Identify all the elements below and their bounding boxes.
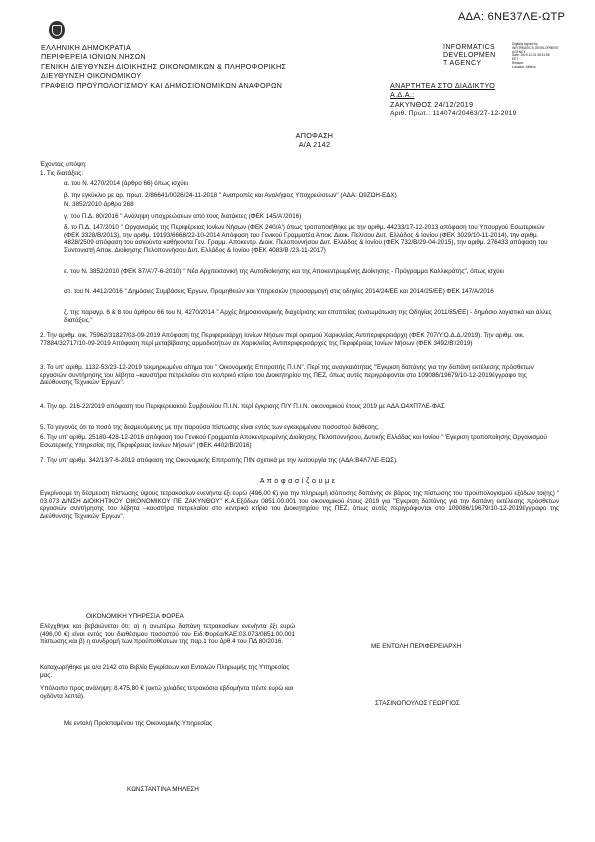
publish-title: ΑΝΑΡΤΗΤΕΑ ΣΤΟ ΔΙΑΔΙΚΤΥΟ bbox=[390, 81, 496, 90]
decision-title: ΑΠΟΦΑΣΗ bbox=[295, 131, 334, 140]
informatics-agency-logo: INFORMATICS DEVELOPMEN T AGENCY bbox=[443, 44, 496, 67]
having-regard: Έχοντας υπόψη: bbox=[40, 161, 87, 168]
finance-registered: Καταχωρήθηκε με α/α 2142 στο Βιβλίο Εγκρίσεων και Εντολών Πληρωμής της Υπηρεσίας μας. bbox=[40, 664, 290, 679]
clause-d: δ. το Π.Δ. 147/2010 " Οργανισμός της Περιφέρειας Ιονίων Νήσων (ΦΕΚ 240/Α') όπως τροποποιήθηκε με την αριθμ. 44233/17-12-2013 απόφαση του Υπουργού Εσωτερικών (ΦΕΚ 3328/Β/2013), την αριθμ. 19193/6668/22-10-2014 Απόφαση του Γενικού Γραμματέα Αποκ. Διοικ. Πελ/σου Δυτ. Ελλάδος & Ιονίου (ΦΕΚ 3029/10-11-2014), την αριθμ. 4828/2509 απόφαση του ασκούντα καθήκοντα Γεν. Γραμμ. Αποκεντρ. Διοικ. Πελοποννήσου Δυτ. Ελλάδος & Ιονίου (ΦΕΚ 732/Β/29-04-2015), την αριθμ. 276433 απόφαση του Συντονιστή Αποκ. Διοίκησης Πελοποννήσου Δυτ. Ελλάδος & Ιονίου (ΦΕΚ 4083/Β /23-11-2017) bbox=[64, 224, 548, 254]
clause-e: ε. του Ν. 3852/2010 (ΦΕΚ 87/Α'/7-6-2010) " Νέα Αρχιτεκτονική της Αυτοδιοίκησης και της Αποκεντρωμένης Διοίκησης - Πρόγραμμα Καλλικράτης", όπως ισχύει bbox=[64, 268, 504, 275]
finance-check: Ελέγχθηκε και βεβαιώνεται ότι: α) η ανωτέρω δαπάνη τετρακοσίων ενενήντα έξι ευρώ (496,00 €) είναι εντός του διαθέσιμου ποσοστού του Ειδ.Φορέα/ΚΑΕ:03.073/0851.00.001 πίστωσης και β) η συνδρομή των προϋποθέσεων της παρ.1 του άρθ.4 του ΠΔ 80/2016. bbox=[40, 623, 295, 646]
right-sign-title: ΜΕ ΕΝΤΟΛΗ ΠΕΡΙΦΕΡΕΙΑΡΧΗ bbox=[371, 643, 462, 650]
header-line: ΓΕΝΙΚΗ ΔΙΕΥΘΥΝΣΗ ΔΙΟΙΚΗΣΗΣ ΟΙΚΟΝΟΜΙΚΩΝ & ΠΛΗΡΟΦΟΡΙΚΗΣ bbox=[41, 61, 287, 71]
clause-b: β. την εγκύκλιο με αρ. πρωτ. 2/86641/0026/24-11-2018 " Ανατροπές και Αναλήψεις Υποχρεώσεων" (ΑΔΑ: Ω9ΖΩΗ-ΕΔΧ) bbox=[64, 192, 397, 199]
header-line: ΔΙΕΥΘΥΝΣΗ ΟΙΚΟΝΟΜΙΚΟΥ bbox=[41, 71, 142, 81]
paragraph-7: 7. Την υπ' αριθμ. 342/13/7-6-2012 απόφαση της Οικονομικής Επιτροπής ΠΙΝ σχετικά με την λειτουργία της (ΑΔΑ:Β4Λ7ΛΕ-ΕΩΣ). bbox=[40, 457, 398, 464]
paragraph-4: 4. Την αρ. 216-22/2019 απόφαση του Περιφερειακού Συμβουλίου Π.Ι.Ν. περί έγκρισης Π/Υ Π.Ι.Ν. οικονομικού έτους 2019 με ΑΔΑ:Ω4ΧΠ7ΛΕ-ΦΑΣ bbox=[40, 403, 445, 410]
clause-b-law: Ν. 3852/2010 άρθρο 268 bbox=[64, 201, 134, 208]
paragraph-5: 5. Το γεγονός ότι το ποσό της δεσμευόμενης με την παρούσα πίστωσης είναι εντός των εγκεκριμένου ποσοστού διάθεσης. bbox=[40, 424, 380, 431]
clause-z: ζ. της παραγρ. 6 & 8 του άρθρου 66 του Ν. 4270/2014 " Αρχές δημοσιονομικής διαχείρισης και εποπτείας (ενσωμάτωση της Οδηγίας 2011/85/ΕΕ) - δημόσιο λογιστικό και άλλες διατάξεις." bbox=[64, 309, 552, 324]
clause-st: στ. του Ν. 4412/2016 " Δημόσιες Συμβάσεις Έργων, Προμηθειών και Υπηρεσιών (προσαρμογή στις οδηγίες 2014/24/ΕΕ και 2014/25/ΕΕ) ΦΕΚ 147/Α/2016 bbox=[64, 288, 494, 295]
paragraph-6: 6. Την υπ' αριθμ. 25180-428-12-2016 απόφαση του Γενικού Γραμματέα Αποκεντρωμένης Διοίκησης Πελοποννήσου, Δυτικής Ελλάδας και Ιονίου " Έγκριση τροποποίησης Οργανισμού Εσωτερικής Υπηρεσίας της Περιφέρειας Ιονίων Νήσων" (ΦΕΚ 4402/Β/2016) bbox=[40, 434, 547, 449]
protocol-number: Αριθ. Πρωτ.: 114074/20463/27-12-2019 bbox=[390, 110, 517, 118]
greek-state-seal-icon bbox=[49, 21, 65, 39]
header-line: ΕΛΛΗΝΙΚΗ ΔΗΜΟΚΡΑΤΙΑ bbox=[41, 43, 132, 52]
publish-block bbox=[390, 81, 517, 119]
authority-header bbox=[41, 43, 286, 90]
header-line: ΠΕΡΙΦΕΡΕΙΑ ΙΟΝΙΩΝ ΝΗΣΩΝ bbox=[41, 52, 146, 62]
clause-a: α. του Ν. 4270/2014 (άρθρο 66) όπως ισχύει bbox=[64, 180, 188, 187]
decision-heading bbox=[0, 131, 595, 150]
place-date: ΖΑΚΥΝΘΟΣ 24/12/2019 bbox=[390, 99, 474, 109]
clause-c: γ. του Π.Δ. 80/2016 " Ανάληψη υποχρεώσεων από τους διατάκτες (ΦΕΚ 145/Α'/2016) bbox=[64, 213, 302, 220]
header-line: ΓΡΑΦΕΙΟ ΠΡΟΫΠΟΛΟΓΙΣΜΟΥ ΚΑΙ ΔΗΜΟΣΙΟΝΟΜΙΚΩΝ ΑΝΑΦΟΡΩΝ bbox=[41, 80, 283, 90]
finance-balance: Υπόλοιπο προς ανάληψη: 8.475,80 € (οκτώ χιλιάδες τετρακόσια εβδομήντα πέντε ευρώ και ογδόντα λεπτά). bbox=[40, 685, 294, 700]
finance-signer: ΚΩΝΣΤΑΝΤΙΝΑ ΜΗΛΕΣΗ bbox=[127, 786, 199, 793]
paragraph-3: 3. Το υπ' αριθμ. 1132-53/23-12-2019 τεκμηριωμένο αίτημα του " Οικονομικής Επιτροπής Π.Ι.Ν". Περί της αναγκαιότητας "Έγκριση δαπάνης για την δαπάνη εκτέλεσης πρόσθετων εργασιών συντήρησης του λέβητα –καυστήρα πετρελαίου στο κεντρικό κτίριο του Διοικητηρίου της ΠΕΖ, όπως αυτές περιγράφονται στο 109086/19679/10-12-2019έγγραφο της Διεύθυνσης Τεχνικών Έργων". bbox=[40, 364, 534, 387]
decide-text: Εγκρίνουμε τη δέσμευση πίστωσης ύψους τετρακοσίων ενενήντα έξι ευρώ (496,00 €) για την πληρωμή ισόποσης δαπάνης σε βάρος της πίστωσης του προϋπολογισμού εξόδων τοι(ης) " 03.073 Δ/ΝΣΗ ΔΙΟΙΚΗΤΙΚΟΥ ΟΙΚΟΝΟΜΙΚΟΥ ΠΕ ΖΑΚΥΝΘΟΥ" Κ.Α.Εξόδων 0851.00.001 του οικονομικού έτους 2019 για "Έγκριση δαπάνης για την δαπάνη εκτέλεσης πρόσθετων εργασιών συντήρησης του λέβητα –καυστήρα πετρελαίου στο κεντρικό κτίριο του Διοικητηρίου της ΠΕΖ, όπως αυτές περιγράφονται στο 109086/19679/10-12-2019έγγραφο της Διεύθυνσης Τεχνικών Έργων". bbox=[40, 490, 559, 520]
decide-heading: Α π ο φ α σ ί ζ ο υ μ ε bbox=[259, 476, 336, 485]
ada-label: Α.Δ.Α.: bbox=[390, 90, 415, 100]
finance-by-order: Με εντολή Προϊσταμένου της Οικονομικής Υπηρεσίας bbox=[64, 720, 213, 727]
decision-number: Α/Α 2142 bbox=[298, 140, 331, 150]
paragraph-2: 2. Την αριθμ. οικ. 75962/31827/03-09-2019 Απόφαση της Περιφερειάρχη Ιονίων Νήσων περί ορισμού Χαρικλείας Αντιπεριφερειάρχη (ΦΕΚ 707/Υ.Ο.Δ.Δ./2019). Την αριθμ. οικ. 77884/32717/10-09-2019 Απόφαση περί μεταβίβασης αρμοδιοτήτων σε Χαρικλείας Αντιπεριφερειάρχες της Περιφέρειας Ιονίων Νήσων (ΦΕΚ 3492/Β'/2019) bbox=[40, 332, 525, 347]
digital-signature-stamp: Digitally signed by INFORMATICS DEVELOPMENT AGENCY Date: 2019.12.31 08:11:58 EET Reason: Location: Athens bbox=[512, 42, 559, 69]
finance-title: ΟΙΚΟΝΟΜΙΚΗ ΥΠΗΡΕΣΙΑ ΦΟΡΕΑ bbox=[86, 613, 184, 620]
item-1: 1. Τις διατάξεις: bbox=[40, 170, 84, 177]
right-sign-name: ΣΤΑΣΙΝΟΠΟΥΛΟΣ ΓΕΩΡΓΙΟΣ bbox=[375, 700, 460, 707]
ada-code: ΑΔΑ: 6ΝΕ37ΛΕ-ΩΤΡ bbox=[458, 11, 566, 23]
